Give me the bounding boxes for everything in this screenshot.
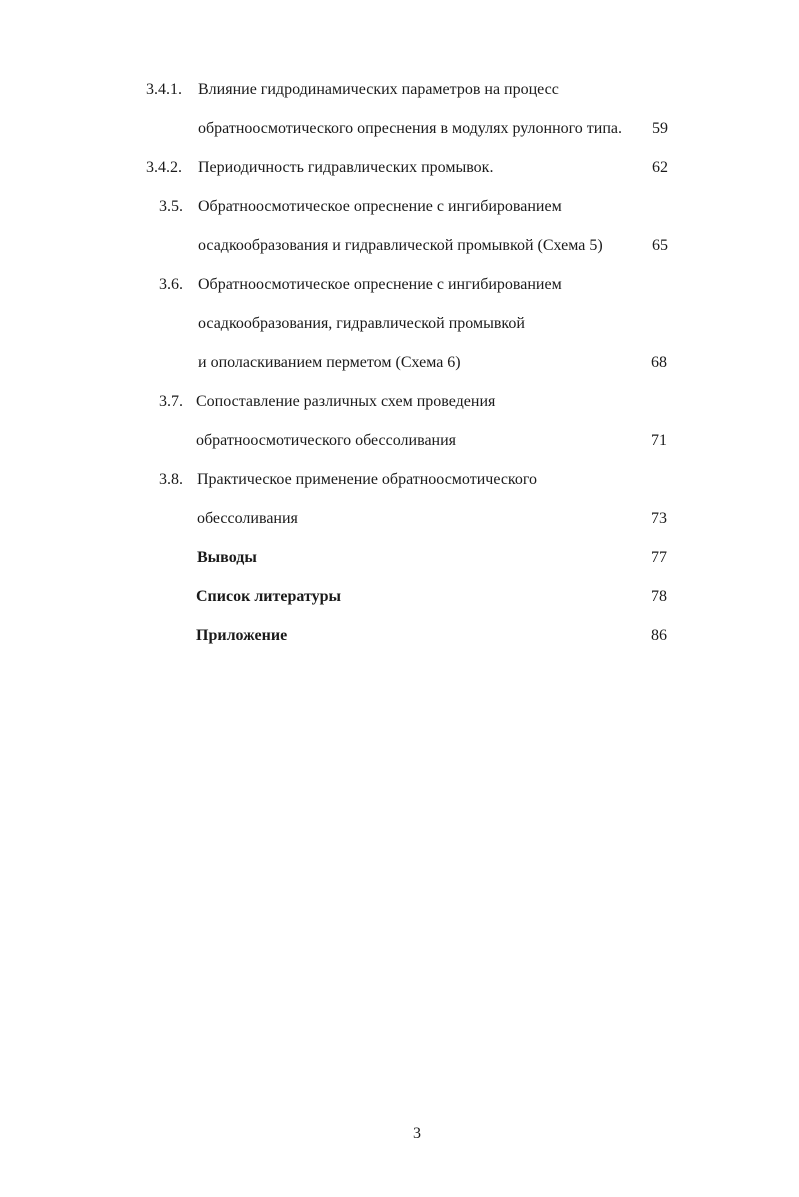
toc-entry-3-4-1-page: 59 bbox=[652, 120, 668, 137]
toc-entry-3-5-title-line2: осадкообразования и гидравлической промывкой (Схема 5) bbox=[198, 237, 603, 254]
toc-entry-3-4-2-number: 3.4.2. bbox=[146, 159, 182, 176]
toc-entry-3-5-page: 65 bbox=[652, 237, 668, 254]
toc-entry-references-title: Список литературы bbox=[196, 588, 341, 605]
toc-entry-appendix-title: Приложение bbox=[196, 627, 288, 644]
toc-entry-3-8-number: 3.8. bbox=[159, 471, 183, 488]
toc-entry-3-4-2-page: 62 bbox=[652, 159, 668, 176]
toc-entry-3-6-title-line1: Обратноосмотическое опреснение с ингибированием bbox=[198, 276, 562, 293]
page-number: 3 bbox=[413, 1125, 421, 1142]
toc-entry-3-4-2-title: Периодичность гидравлических промывок. bbox=[198, 159, 494, 176]
toc-entry-3-8-page: 73 bbox=[651, 510, 667, 527]
toc-entry-3-7-title-line2: обратноосмотического обессоливания bbox=[196, 432, 457, 449]
toc-entry-3-6-page: 68 bbox=[651, 354, 667, 371]
toc-entry-3-8-title-line1: Практическое применение обратноосмотического bbox=[197, 471, 538, 488]
toc-entry-conclusions-title: Выводы bbox=[197, 549, 257, 566]
toc-entry-3-6-title-line3: и ополаскиванием перметом (Схема 6) bbox=[198, 354, 461, 371]
toc-entry-3-4-1-title-line2: обратноосмотического опреснения в модулях рулонного типа. bbox=[198, 120, 623, 137]
toc-entry-3-7-title-line1: Сопоставление различных схем проведения bbox=[196, 393, 496, 410]
toc-entry-references-page: 78 bbox=[651, 588, 667, 605]
toc-entry-3-5-number: 3.5. bbox=[159, 198, 183, 215]
toc-entry-conclusions-page: 77 bbox=[651, 549, 667, 566]
toc-entry-3-8-title-line2: обессоливания bbox=[197, 510, 298, 527]
toc-entry-3-4-1-number: 3.4.1. bbox=[146, 81, 182, 98]
toc-entry-3-7-page: 71 bbox=[651, 432, 667, 449]
toc-entry-3-6-title-line2: осадкообразования, гидравлической промывкой bbox=[198, 315, 525, 332]
toc-entry-3-6-number: 3.6. bbox=[159, 276, 183, 293]
toc-entry-3-7-number: 3.7. bbox=[159, 393, 183, 410]
toc-entry-3-4-1-title-line1: Влияние гидродинамических параметров на процесс bbox=[198, 81, 559, 98]
toc-entry-appendix-page: 86 bbox=[651, 627, 667, 644]
toc-entry-3-5-title-line1: Обратноосмотическое опреснение с ингибированием bbox=[198, 198, 562, 215]
